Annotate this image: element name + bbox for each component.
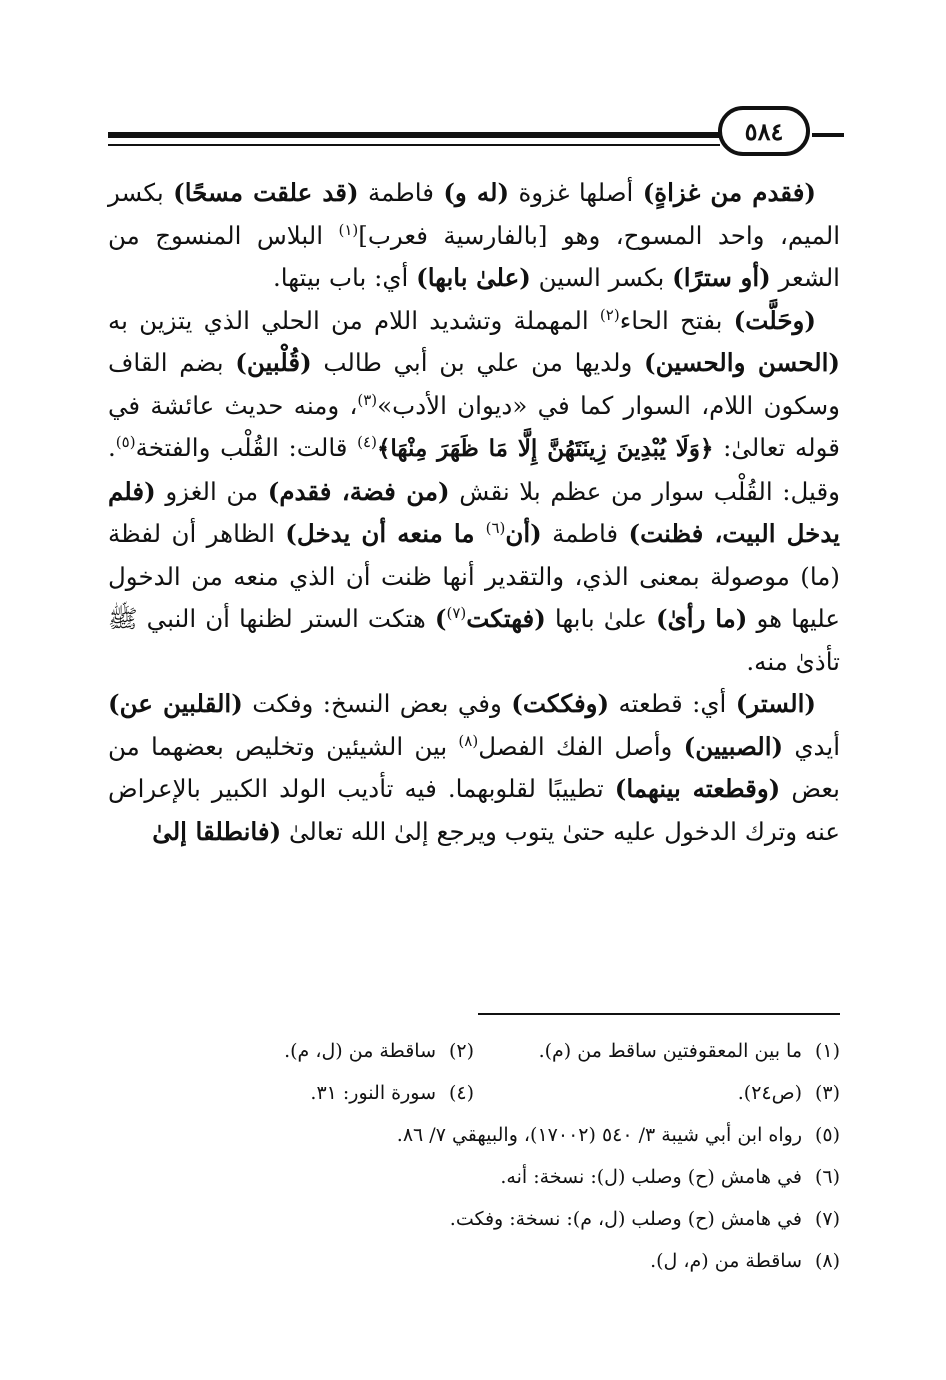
footnote-number: (٦) <box>814 1166 840 1188</box>
matn-text: (وفككت) <box>511 689 610 718</box>
commentary-text: تطييبًا لقلوبهما. فيه تأديب الولد الكبير بالإعراض عنه وترك الدخول عليه حتىٰ يتوب ويرجع إلىٰ الله تعالىٰ <box>108 774 840 846</box>
matn-text: (الصبيين) <box>683 731 784 761</box>
footnote <box>474 1030 840 1072</box>
footnote-row <box>108 1156 840 1198</box>
matn-text: (فانطلقا إلىٰ <box>152 816 282 846</box>
footnote-text: ساقطة من (ل، م). <box>284 1040 436 1062</box>
matn-text: (فقدم من غزاةٍ) <box>642 178 816 207</box>
commentary-text: ولديها من علي بن أبي طالب <box>311 348 644 377</box>
matn-text: ) <box>434 604 447 633</box>
commentary-text: بكسر السين <box>530 263 673 292</box>
footnote-ref: (٨) <box>458 731 479 750</box>
footnote-number: (٨) <box>814 1250 840 1272</box>
matn-text: (وقطعته بينهما) <box>614 774 781 803</box>
footnote-ref: (٣) <box>357 390 378 409</box>
commentary-text: وأصل الفك الفصل <box>478 731 684 761</box>
footnote-row <box>108 1030 840 1072</box>
footnote-text: في هامش (ح) وصلب (ل): نسخة: أنه. <box>500 1166 802 1188</box>
commentary-text: البلاس المنسوج من الشعر <box>108 220 840 292</box>
matn-text: (له و) <box>443 178 510 207</box>
footnote-text: سورة النور: ٣١. <box>310 1082 436 1104</box>
footnote-text: ساقطة من (م، ل). <box>650 1250 802 1272</box>
footnote <box>108 1156 840 1198</box>
matn-text: (ما رأىٰ) <box>656 604 748 633</box>
footnote-ref: (٥) <box>115 432 136 451</box>
footnote-ref: (٧) <box>446 603 467 622</box>
matn-text: (القلبين عن) <box>108 689 243 718</box>
matn-text: (أن <box>505 519 542 548</box>
commentary-text: المهملة وتشديد اللام من الحلي الذي يتزين به <box>108 305 600 335</box>
footnote <box>108 1030 474 1072</box>
footnote <box>108 1072 474 1114</box>
commentary-text: أي: باب بيتها. <box>273 263 417 292</box>
commentary-text: هتكت الستر لظنها أن النبي ﷺ تأذىٰ منه. <box>108 604 840 676</box>
footnote-ref: (٦) <box>485 518 506 537</box>
footnote-number: (٥) <box>814 1124 840 1146</box>
header-rule-right <box>812 133 844 137</box>
commentary-text: وفي بعض النسخ: وفكت <box>242 689 512 718</box>
footnote <box>108 1114 840 1156</box>
paragraph <box>108 172 840 300</box>
footnote-ref: (٢) <box>599 305 620 324</box>
footnote-row <box>108 1240 840 1282</box>
commentary-text: قالت: القُلْب والفتخة <box>135 433 358 462</box>
commentary-text: علىٰ بابها <box>545 604 657 633</box>
commentary-text: . وقيل: القُلْب سوار من عظم بلا نقش <box>108 433 840 506</box>
footnote-row <box>108 1114 840 1156</box>
footnote <box>474 1072 840 1114</box>
footnote-number: (١) <box>814 1040 840 1062</box>
footnote-ref: (١) <box>338 220 359 239</box>
commentary-text: ، ومنه حديث عائشة في قوله تعالىٰ: <box>108 390 840 462</box>
footnote-separator <box>478 1013 840 1015</box>
footnote-number: (٣) <box>814 1082 840 1104</box>
matn-text: (فهتكت <box>466 604 546 633</box>
footnote-number: (٢) <box>448 1040 474 1062</box>
footnote-row <box>108 1198 840 1240</box>
matn-text: (الحسن والحسين) <box>644 348 840 377</box>
commentary-text: بين الشيئين وتخليص بعضهما من بعض <box>108 731 840 803</box>
commentary-text: أي: قطعته <box>609 689 736 718</box>
body-text <box>108 172 840 853</box>
footnote-text: (ص٢٤). <box>737 1082 802 1104</box>
footnote-number: (٧) <box>814 1208 840 1230</box>
commentary-text: أيدي <box>783 731 841 761</box>
footnote <box>108 1240 840 1282</box>
footnote-number: (٤) <box>448 1082 474 1104</box>
footnote-text: ما بين المعقوفتين ساقط من (م). <box>538 1040 802 1062</box>
matn-text: (الستر) <box>735 689 816 718</box>
commentary-text: أصلها غزوة <box>509 178 643 207</box>
footnote <box>108 1198 840 1240</box>
commentary-text: فاطمة <box>541 519 629 548</box>
commentary-text: بفتح الحاء <box>619 305 734 335</box>
matn-text: (فلم يدخل البيت، فظنت) <box>108 476 841 548</box>
commentary-text: فاطمة <box>358 178 444 207</box>
commentary-text: من الغزو <box>155 476 268 506</box>
footnotes <box>108 1030 840 1282</box>
paragraph <box>108 300 840 684</box>
matn-text: (من فضة، فقدم) <box>267 476 450 506</box>
matn-text: (وحَلَّت) <box>733 305 816 335</box>
matn-text: ما منعه أن يدخل) <box>285 519 486 548</box>
page-number: ٥٨٤ <box>718 106 810 156</box>
matn-text: (علىٰ بابها) <box>416 263 531 292</box>
header-rule-thin <box>108 144 720 146</box>
matn-text: (قد علقت مسحًا) <box>173 178 359 207</box>
commentary-text: بكسر الميم، واحد المسوح، وهو [بالفارسية فعرب] <box>108 178 841 250</box>
commentary-text: الظاهر أن لفظة (ما) موصولة بمعنى الذي، والتقدير أنها ظنت أن الذي منعه من الدخول عليها هو <box>108 519 840 633</box>
commentary-text: بضم القاف وسكون اللام، السوار كما في «ديوان الأدب» <box>108 348 840 420</box>
matn-text: (أو سترًا) <box>672 263 771 292</box>
paragraph <box>108 683 840 853</box>
footnote-row <box>108 1072 840 1114</box>
footnote-text: في هامش (ح) وصلب (ل، م): نسخة: وفكت. <box>449 1208 802 1230</box>
footnote-ref: (٤) <box>357 432 377 451</box>
footnote-text: رواه ابن أبي شيبة ٣/ ٥٤٠ (١٧٠٠٢)، والبيهقي ٧/ ٨٦. <box>396 1124 802 1146</box>
matn-text: (قُلْبين) <box>235 348 312 377</box>
header-rule <box>108 132 720 138</box>
quran-verse: ﴿وَلَا يُبْدِينَ زِينَتَهُنَّ إِلَّا مَا ظَهَرَ مِنْهَا﴾ <box>376 435 714 462</box>
